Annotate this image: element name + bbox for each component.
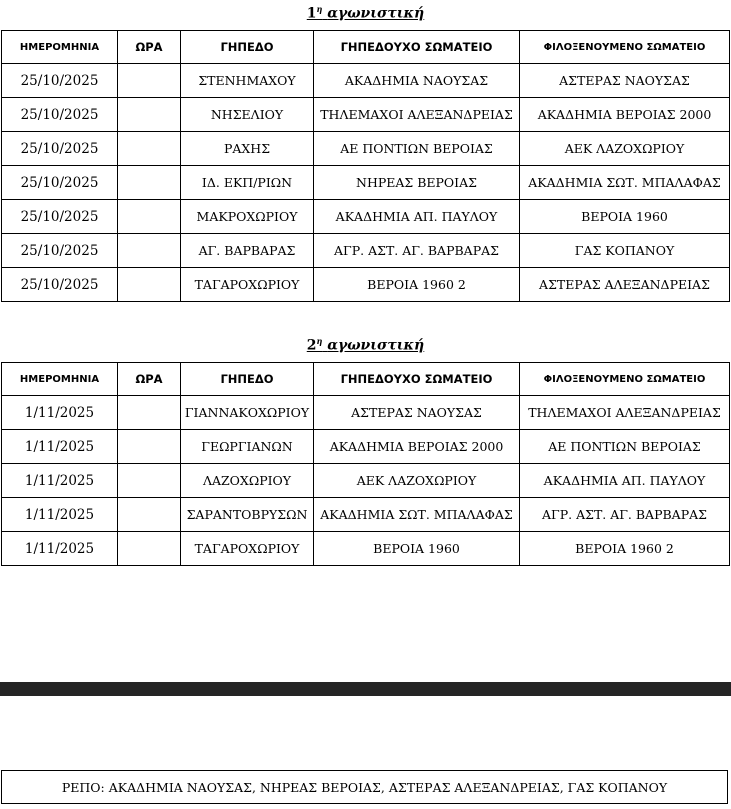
table-row bbox=[2, 464, 730, 498]
match-away: ΑΓΡ. ΑΣΤ. ΑΓ. ΒΑΡΒΑΡΑΣ bbox=[520, 498, 730, 532]
header-venue: ΓΗΠΕΔΟ bbox=[181, 31, 314, 64]
round-1-table bbox=[1, 30, 730, 302]
match-venue: ΑΓ. ΒΑΡΒΑΡΑΣ bbox=[181, 234, 314, 268]
round-superscript: η bbox=[316, 336, 323, 346]
round-label: αγωνιστική bbox=[327, 5, 425, 22]
match-venue: ΤΑΓΑΡΟΧΩΡΙΟΥ bbox=[181, 532, 314, 566]
header-time: ΩΡΑ bbox=[118, 31, 181, 64]
match-away: ΒΕΡΟΙΑ 1960 bbox=[520, 200, 730, 234]
repo-text: ΡΕΠΟ: ΑΚΑΔΗΜΙΑ ΝΑΟΥΣΑΣ, ΝΗΡΕΑΣ ΒΕΡΟΙΑΣ, ΑΣΤΕΡΑΣ ΑΛΕΞΑΝΔΡΕΙΑΣ, ΓΑΣ ΚΟΠΑΝΟΥ bbox=[61, 779, 668, 795]
header-venue: ΓΗΠΕΔΟ bbox=[181, 363, 314, 396]
match-venue: ΝΗΣΕΛΙΟΥ bbox=[181, 98, 314, 132]
match-venue: ΜΑΚΡΟΧΩΡΙΟΥ bbox=[181, 200, 314, 234]
match-venue: ΓΕΩΡΓΙΑΝΩΝ bbox=[181, 430, 314, 464]
table-row bbox=[2, 430, 730, 464]
table-row bbox=[2, 268, 730, 302]
match-date: 25/10/2025 bbox=[2, 132, 118, 166]
match-home: ΒΕΡΟΙΑ 1960 bbox=[314, 532, 520, 566]
match-home: ΑΕΚ ΛΑΖΟΧΩΡΙΟΥ bbox=[314, 464, 520, 498]
match-time bbox=[118, 464, 181, 498]
match-date: 25/10/2025 bbox=[2, 268, 118, 302]
match-away: ΑΣΤΕΡΑΣ ΝΑΟΥΣΑΣ bbox=[520, 64, 730, 98]
match-venue: ΙΔ. ΕΚΠ/ΡΙΩΝ bbox=[181, 166, 314, 200]
match-home: ΝΗΡΕΑΣ ΒΕΡΟΙΑΣ bbox=[314, 166, 520, 200]
match-date: 25/10/2025 bbox=[2, 98, 118, 132]
header-date: ΗΜΕΡΟΜΗΝΙΑ bbox=[2, 31, 118, 64]
table-row bbox=[2, 532, 730, 566]
match-date: 25/10/2025 bbox=[2, 200, 118, 234]
match-away: ΑΣΤΕΡΑΣ ΑΛΕΞΑΝΔΡΕΙΑΣ bbox=[520, 268, 730, 302]
match-venue: ΛΑΖΟΧΩΡΙΟΥ bbox=[181, 464, 314, 498]
repo-box bbox=[1, 770, 728, 804]
match-away: ΑΚΑΔΗΜΙΑ ΣΩΤ. ΜΠΑΛΑΦΑΣ bbox=[520, 166, 730, 200]
round-label: αγωνιστική bbox=[327, 337, 425, 354]
table-row bbox=[2, 200, 730, 234]
divider-bar bbox=[0, 682, 731, 696]
match-date: 25/10/2025 bbox=[2, 64, 118, 98]
round-1-title bbox=[0, 4, 731, 22]
round-2-table bbox=[1, 362, 730, 566]
match-home: ΑΕ ΠΟΝΤΙΩΝ ΒΕΡΟΙΑΣ bbox=[314, 132, 520, 166]
round-number: 2 bbox=[306, 337, 317, 354]
header-away: ΦΙΛΟΞΕΝΟΥΜΕΝΟ ΣΩΜΑΤΕΙΟ bbox=[520, 363, 730, 396]
match-away: ΑΕΚ ΛΑΖΟΧΩΡΙΟΥ bbox=[520, 132, 730, 166]
match-home: ΑΚΑΔΗΜΙΑ ΣΩΤ. ΜΠΑΛΑΦΑΣ bbox=[314, 498, 520, 532]
match-home: ΑΓΡ. ΑΣΤ. ΑΓ. ΒΑΡΒΑΡΑΣ bbox=[314, 234, 520, 268]
header-date: ΗΜΕΡΟΜΗΝΙΑ bbox=[2, 363, 118, 396]
table-row bbox=[2, 98, 730, 132]
match-time bbox=[118, 268, 181, 302]
match-home: ΑΚΑΔΗΜΙΑ ΑΠ. ΠΑΥΛΟΥ bbox=[314, 200, 520, 234]
match-time bbox=[118, 132, 181, 166]
match-time bbox=[118, 498, 181, 532]
header-home: ΓΗΠΕΔΟΥΧΟ ΣΩΜΑΤΕΙΟ bbox=[314, 31, 520, 64]
match-date: 1/11/2025 bbox=[2, 396, 118, 430]
match-time bbox=[118, 430, 181, 464]
match-away: ΑΚΑΔΗΜΙΑ ΒΕΡΟΙΑΣ 2000 bbox=[520, 98, 730, 132]
table-row bbox=[2, 64, 730, 98]
match-venue: ΤΑΓΑΡΟΧΩΡΙΟΥ bbox=[181, 268, 314, 302]
header-row bbox=[2, 31, 730, 64]
match-away: ΒΕΡΟΙΑ 1960 2 bbox=[520, 532, 730, 566]
match-away: ΑΕ ΠΟΝΤΙΩΝ ΒΕΡΟΙΑΣ bbox=[520, 430, 730, 464]
match-date: 25/10/2025 bbox=[2, 234, 118, 268]
header-home: ΓΗΠΕΔΟΥΧΟ ΣΩΜΑΤΕΙΟ bbox=[314, 363, 520, 396]
table-row bbox=[2, 396, 730, 430]
table-row bbox=[2, 166, 730, 200]
match-home: ΒΕΡΟΙΑ 1960 2 bbox=[314, 268, 520, 302]
header-row bbox=[2, 363, 730, 396]
match-date: 1/11/2025 bbox=[2, 464, 118, 498]
match-time bbox=[118, 166, 181, 200]
match-venue: ΣΑΡΑΝΤΟΒΡΥΣΩΝ bbox=[181, 498, 314, 532]
match-away: ΓΑΣ ΚΟΠΑΝΟΥ bbox=[520, 234, 730, 268]
match-time bbox=[118, 396, 181, 430]
match-time bbox=[118, 532, 181, 566]
table-row bbox=[2, 498, 730, 532]
match-date: 1/11/2025 bbox=[2, 532, 118, 566]
round-2-title bbox=[0, 336, 731, 354]
round-number: 1 bbox=[306, 5, 317, 22]
match-venue: ΡΑΧΗΣ bbox=[181, 132, 314, 166]
table-row bbox=[2, 132, 730, 166]
round-superscript: η bbox=[316, 4, 323, 14]
match-venue: ΣΤΕΝΗΜΑΧΟΥ bbox=[181, 64, 314, 98]
table-row bbox=[2, 234, 730, 268]
header-time: ΩΡΑ bbox=[118, 363, 181, 396]
match-home: ΑΚΑΔΗΜΙΑ ΒΕΡΟΙΑΣ 2000 bbox=[314, 430, 520, 464]
match-date: 1/11/2025 bbox=[2, 430, 118, 464]
match-date: 1/11/2025 bbox=[2, 498, 118, 532]
match-time bbox=[118, 98, 181, 132]
match-time bbox=[118, 234, 181, 268]
header-away: ΦΙΛΟΞΕΝΟΥΜΕΝΟ ΣΩΜΑΤΕΙΟ bbox=[520, 31, 730, 64]
match-away: ΑΚΑΔΗΜΙΑ ΑΠ. ΠΑΥΛΟΥ bbox=[520, 464, 730, 498]
match-home: ΑΣΤΕΡΑΣ ΝΑΟΥΣΑΣ bbox=[314, 396, 520, 430]
match-date: 25/10/2025 bbox=[2, 166, 118, 200]
match-home: ΤΗΛΕΜΑΧΟΙ ΑΛΕΞΑΝΔΡΕΙΑΣ bbox=[314, 98, 520, 132]
match-venue: ΓΙΑΝΝΑΚΟΧΩΡΙΟΥ bbox=[181, 396, 314, 430]
match-time bbox=[118, 200, 181, 234]
match-away: ΤΗΛΕΜΑΧΟΙ ΑΛΕΞΑΝΔΡΕΙΑΣ bbox=[520, 396, 730, 430]
match-home: ΑΚΑΔΗΜΙΑ ΝΑΟΥΣΑΣ bbox=[314, 64, 520, 98]
match-time bbox=[118, 64, 181, 98]
